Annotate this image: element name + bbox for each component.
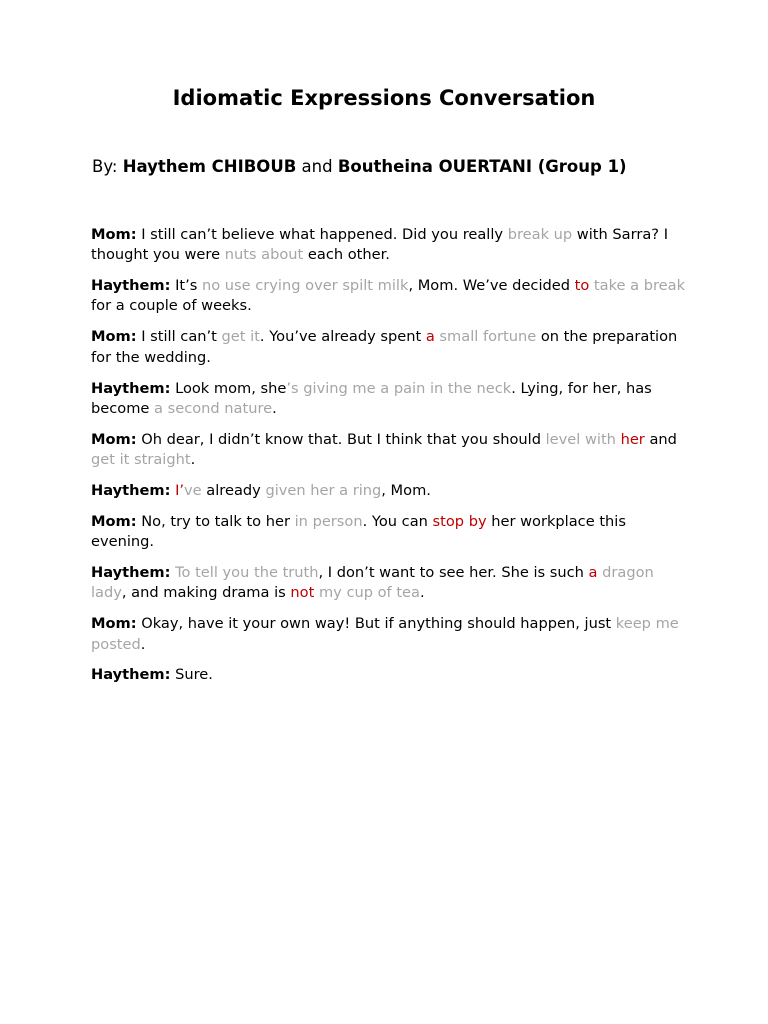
- dialogue-line: [91, 430, 686, 471]
- idiom-text: small fortune: [434, 328, 537, 346]
- speaker-label: Mom:: [91, 430, 137, 448]
- idiom-text: ve: [184, 481, 202, 499]
- idiom-text: break up: [507, 226, 573, 243]
- speaker-label: Haythem:: [91, 277, 171, 295]
- dialogue-text: Okay, have it your own way! But if anything should happen, just: [136, 615, 616, 633]
- dialogue-text: Look mom, she: [170, 379, 287, 397]
- dialogue-text: .: [272, 399, 277, 417]
- idiom-text: no use crying over spilt milk: [201, 277, 409, 295]
- speaker-label: Mom:: [91, 226, 137, 243]
- author-1: Haythem CHIBOUB: [122, 157, 297, 176]
- idiom-text: dragon lady: [91, 564, 654, 602]
- dialogue-text: I still can’t believe what happened. Did you really: [136, 226, 508, 243]
- idiom-text: nuts about: [224, 246, 304, 264]
- idiom-text: To tell you the truth: [175, 564, 319, 582]
- dialogue-line: [91, 614, 686, 655]
- dialogue-text: already: [201, 481, 266, 499]
- highlighted-text: a: [425, 328, 435, 346]
- speaker-label: Haythem:: [91, 379, 171, 397]
- byline-and: and: [296, 157, 338, 176]
- idiom-text: given her a ring: [265, 481, 382, 499]
- byline: [92, 156, 732, 178]
- idiom-text: a second nature: [154, 399, 273, 417]
- speaker-label: Mom:: [91, 512, 137, 530]
- dialogue-text: . You’ve already spent: [259, 328, 426, 346]
- idiom-text: in person: [294, 512, 363, 530]
- dialogue-text: .: [140, 635, 146, 653]
- dialogue-text: .: [190, 451, 196, 469]
- dialogue-text: , Mom.: [381, 481, 431, 499]
- dialogue-text: Oh dear, I didn’t know that. But I think that you should: [136, 430, 546, 448]
- idiom-text: get it straight: [91, 451, 191, 469]
- dialogue-text: No, try to talk to her: [136, 512, 295, 530]
- dialogue-line: [91, 563, 686, 604]
- dialogue-text: , and making drama is: [121, 584, 291, 602]
- speaker-label: Haythem:: [91, 666, 171, 684]
- idiom-text: take a break: [589, 277, 686, 295]
- page-title: Idiomatic Expressions Conversation: [172, 86, 596, 110]
- dialogue-text: . Lying, for her, has become: [91, 379, 652, 417]
- dialogue-text: her workplace this evening.: [91, 512, 626, 551]
- highlighted-text: not: [290, 584, 315, 602]
- speaker-label: Haythem:: [91, 481, 171, 499]
- dialogue-line: [91, 379, 686, 420]
- dialogue-text: It’s: [170, 277, 202, 295]
- dialogue-text: .: [419, 584, 425, 602]
- speaker-label: Haythem:: [91, 564, 171, 582]
- speaker-label: Mom:: [91, 328, 137, 346]
- dialogue-text: on the preparation for the wedding.: [91, 328, 678, 366]
- idiom-text: ’s giving me a pain in the neck: [286, 379, 512, 397]
- highlighted-text: stop by: [432, 512, 487, 530]
- dialogue-line: [91, 665, 686, 685]
- dialogue-text: Sure.: [170, 666, 213, 684]
- idiom-text: keep me posted: [91, 615, 679, 653]
- dialogue-text: , I don’t want to see her. She is such: [318, 564, 589, 582]
- dialogue-text: , Mom. We’ve decided: [408, 277, 575, 295]
- dialogue-line: [91, 276, 686, 317]
- dialogue-line: [91, 327, 686, 368]
- highlighted-text: a: [588, 564, 598, 582]
- idiom-text: get it: [221, 328, 260, 346]
- highlighted-text: I’: [175, 481, 185, 499]
- dialogue-line: [91, 225, 686, 266]
- dialogue-text: . You can: [362, 512, 433, 530]
- dialogue-text: each other.: [303, 246, 390, 264]
- dialogue-line: [91, 512, 686, 553]
- dialogue: [91, 225, 686, 696]
- highlighted-text: her: [620, 430, 645, 448]
- dialogue-text: for a couple of weeks.: [91, 297, 252, 315]
- speaker-label: Mom:: [91, 615, 137, 633]
- byline-prefix: By:: [92, 157, 123, 176]
- dialogue-text: with Sarra? I thought you were: [91, 226, 668, 264]
- dialogue-text: I still can’t: [136, 328, 222, 346]
- idiom-text: level with: [545, 430, 621, 448]
- dialogue-line: [91, 481, 686, 501]
- author-2: Boutheina OUERTANI (Group 1): [337, 157, 627, 176]
- highlighted-text: to: [574, 277, 590, 295]
- idiom-text: my cup of tea: [314, 584, 420, 602]
- dialogue-text: and: [644, 430, 677, 448]
